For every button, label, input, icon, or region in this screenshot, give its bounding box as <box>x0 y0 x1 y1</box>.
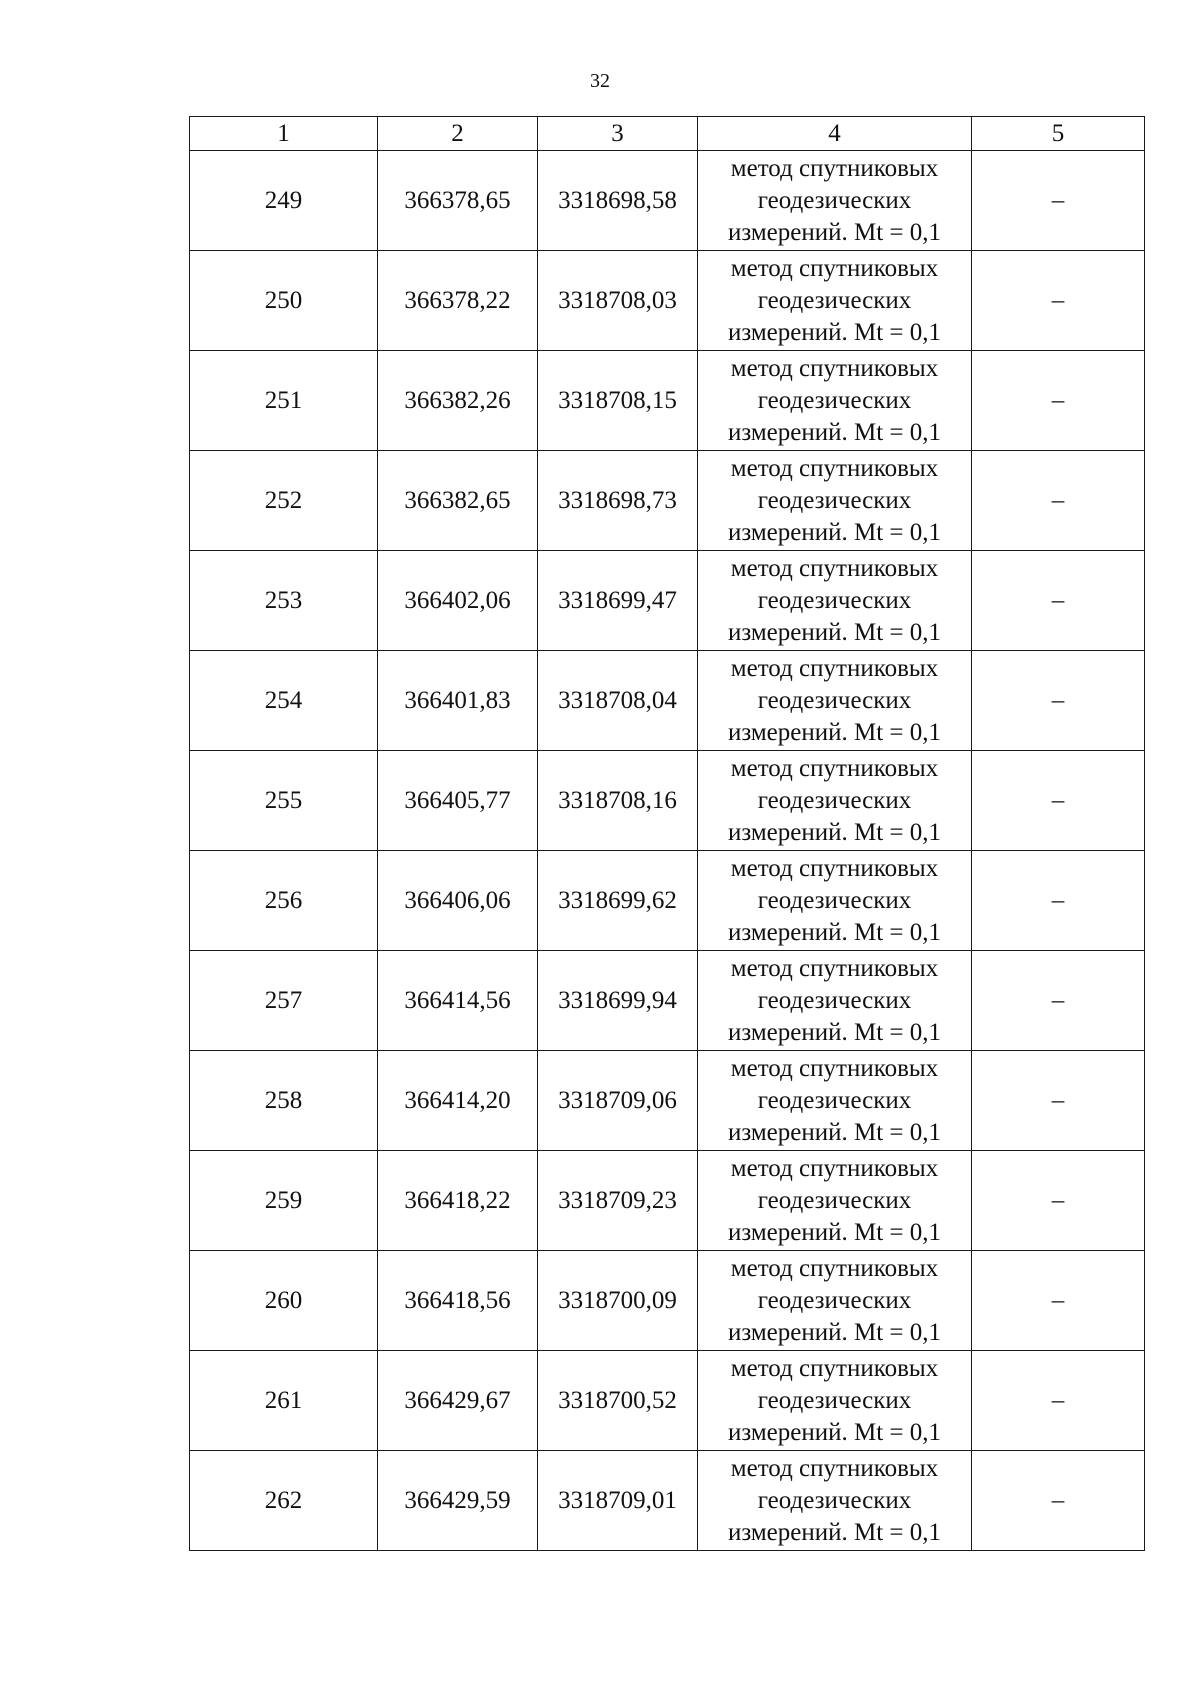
column-5-cell: – <box>972 1151 1145 1251</box>
table-row <box>190 551 1145 651</box>
table-row <box>190 1451 1145 1551</box>
x-coordinate-cell: 366418,56 <box>378 1251 538 1351</box>
method-line: измерений. Mt = 0,1 <box>727 218 942 246</box>
column-5-cell: – <box>972 951 1145 1051</box>
method-line: геодезических <box>757 1086 912 1114</box>
method-line: измерений. Mt = 0,1 <box>727 818 942 846</box>
method-line: измерений. Mt = 0,1 <box>727 618 942 646</box>
x-coordinate-cell: 366382,26 <box>378 351 538 451</box>
method-line: измерений. Mt = 0,1 <box>727 718 942 746</box>
method-line: измерений. Mt = 0,1 <box>727 918 942 946</box>
method-line: измерений. Mt = 0,1 <box>727 518 942 546</box>
method-line: геодезических <box>757 986 912 1014</box>
table-row <box>190 951 1145 1051</box>
method-line: геодезических <box>757 186 912 214</box>
column-5-cell: – <box>972 1351 1145 1451</box>
method-line: измерений. Mt = 0,1 <box>727 1118 942 1146</box>
method-cell <box>698 1351 972 1451</box>
y-coordinate-cell: 3318698,73 <box>538 451 698 551</box>
y-coordinate-cell: 3318698,58 <box>538 151 698 251</box>
method-line: метод спутниковых <box>730 854 939 882</box>
method-cell <box>698 451 972 551</box>
method-cell <box>698 1251 972 1351</box>
y-coordinate-cell: 3318700,09 <box>538 1251 698 1351</box>
y-coordinate-cell: 3318708,15 <box>538 351 698 451</box>
x-coordinate-cell: 366405,77 <box>378 751 538 851</box>
method-line: измерений. Mt = 0,1 <box>727 1218 942 1246</box>
x-coordinate-cell: 366406,06 <box>378 851 538 951</box>
point-number-cell: 259 <box>190 1151 378 1251</box>
x-coordinate-cell: 366378,22 <box>378 251 538 351</box>
method-line: геодезических <box>757 1286 912 1314</box>
method-line: измерений. Mt = 0,1 <box>727 1418 942 1446</box>
method-line: метод спутниковых <box>730 1154 939 1182</box>
method-line: метод спутниковых <box>730 1054 939 1082</box>
column-header-3: 3 <box>538 117 698 151</box>
column-5-cell: – <box>972 151 1145 251</box>
table-row <box>190 351 1145 451</box>
method-line: метод спутниковых <box>730 1354 939 1382</box>
table-header <box>190 117 1145 151</box>
point-number-cell: 254 <box>190 651 378 751</box>
table-row <box>190 151 1145 251</box>
method-line: метод спутниковых <box>730 1254 939 1282</box>
method-line: измерений. Mt = 0,1 <box>727 1518 942 1546</box>
x-coordinate-cell: 366418,22 <box>378 1151 538 1251</box>
x-coordinate-cell: 366414,20 <box>378 1051 538 1151</box>
column-header-5: 5 <box>972 117 1145 151</box>
table-row <box>190 251 1145 351</box>
method-line: метод спутниковых <box>730 1454 939 1482</box>
table-row <box>190 451 1145 551</box>
table-row <box>190 1051 1145 1151</box>
column-header-4: 4 <box>698 117 972 151</box>
column-5-cell: – <box>972 851 1145 951</box>
y-coordinate-cell: 3318700,52 <box>538 1351 698 1451</box>
point-number-cell: 249 <box>190 151 378 251</box>
table-row <box>190 1351 1145 1451</box>
point-number-cell: 253 <box>190 551 378 651</box>
point-number-cell: 251 <box>190 351 378 451</box>
method-line: геодезических <box>757 786 912 814</box>
column-5-cell: – <box>972 551 1145 651</box>
method-line: измерений. Mt = 0,1 <box>727 318 942 346</box>
method-cell <box>698 751 972 851</box>
point-number-cell: 256 <box>190 851 378 951</box>
method-cell <box>698 151 972 251</box>
method-line: геодезических <box>757 286 912 314</box>
point-number-cell: 260 <box>190 1251 378 1351</box>
y-coordinate-cell: 3318708,03 <box>538 251 698 351</box>
method-line: геодезических <box>757 486 912 514</box>
method-cell <box>698 851 972 951</box>
point-number-cell: 250 <box>190 251 378 351</box>
point-number-cell: 262 <box>190 1451 378 1551</box>
x-coordinate-cell: 366378,65 <box>378 151 538 251</box>
x-coordinate-cell: 366382,65 <box>378 451 538 551</box>
y-coordinate-cell: 3318699,47 <box>538 551 698 651</box>
point-number-cell: 258 <box>190 1051 378 1151</box>
column-5-cell: – <box>972 1051 1145 1151</box>
coordinates-table <box>189 116 1145 1551</box>
page-number: 32 <box>590 70 610 92</box>
column-5-cell: – <box>972 351 1145 451</box>
x-coordinate-cell: 366429,59 <box>378 1451 538 1551</box>
column-header-2: 2 <box>378 117 538 151</box>
method-line: геодезических <box>757 886 912 914</box>
method-line: метод спутниковых <box>730 154 939 182</box>
y-coordinate-cell: 3318708,04 <box>538 651 698 751</box>
method-cell <box>698 1451 972 1551</box>
method-line: геодезических <box>757 1186 912 1214</box>
point-number-cell: 261 <box>190 1351 378 1451</box>
method-line: измерений. Mt = 0,1 <box>727 418 942 446</box>
column-5-cell: – <box>972 1251 1145 1351</box>
y-coordinate-cell: 3318708,16 <box>538 751 698 851</box>
method-line: метод спутниковых <box>730 254 939 282</box>
method-line: метод спутниковых <box>730 554 939 582</box>
table-row <box>190 651 1145 751</box>
column-5-cell: – <box>972 1451 1145 1551</box>
method-line: метод спутниковых <box>730 754 939 782</box>
table-row <box>190 851 1145 951</box>
column-5-cell: – <box>972 451 1145 551</box>
point-number-cell: 252 <box>190 451 378 551</box>
method-line: измерений. Mt = 0,1 <box>727 1018 942 1046</box>
y-coordinate-cell: 3318709,23 <box>538 1151 698 1251</box>
y-coordinate-cell: 3318709,06 <box>538 1051 698 1151</box>
x-coordinate-cell: 366401,83 <box>378 651 538 751</box>
column-header-1: 1 <box>190 117 378 151</box>
method-line: измерений. Mt = 0,1 <box>727 1318 942 1346</box>
method-line: геодезических <box>757 386 912 414</box>
table-body <box>190 151 1145 1551</box>
method-cell <box>698 1051 972 1151</box>
method-cell <box>698 951 972 1051</box>
point-number-cell: 257 <box>190 951 378 1051</box>
x-coordinate-cell: 366414,56 <box>378 951 538 1051</box>
table-row <box>190 1251 1145 1351</box>
header-row <box>190 117 1145 151</box>
method-line: геодезических <box>757 686 912 714</box>
table-row <box>190 1151 1145 1251</box>
method-line: геодезических <box>757 1386 912 1414</box>
method-line: геодезических <box>757 1486 912 1514</box>
method-cell <box>698 651 972 751</box>
y-coordinate-cell: 3318709,01 <box>538 1451 698 1551</box>
method-line: метод спутниковых <box>730 954 939 982</box>
column-5-cell: – <box>972 251 1145 351</box>
table-row <box>190 751 1145 851</box>
x-coordinate-cell: 366402,06 <box>378 551 538 651</box>
method-cell <box>698 551 972 651</box>
method-line: геодезических <box>757 586 912 614</box>
method-cell <box>698 251 972 351</box>
method-line: метод спутниковых <box>730 654 939 682</box>
y-coordinate-cell: 3318699,94 <box>538 951 698 1051</box>
method-cell <box>698 351 972 451</box>
column-5-cell: – <box>972 751 1145 851</box>
method-line: метод спутниковых <box>730 354 939 382</box>
column-5-cell: – <box>972 651 1145 751</box>
y-coordinate-cell: 3318699,62 <box>538 851 698 951</box>
method-cell <box>698 1151 972 1251</box>
method-line: метод спутниковых <box>730 454 939 482</box>
point-number-cell: 255 <box>190 751 378 851</box>
x-coordinate-cell: 366429,67 <box>378 1351 538 1451</box>
